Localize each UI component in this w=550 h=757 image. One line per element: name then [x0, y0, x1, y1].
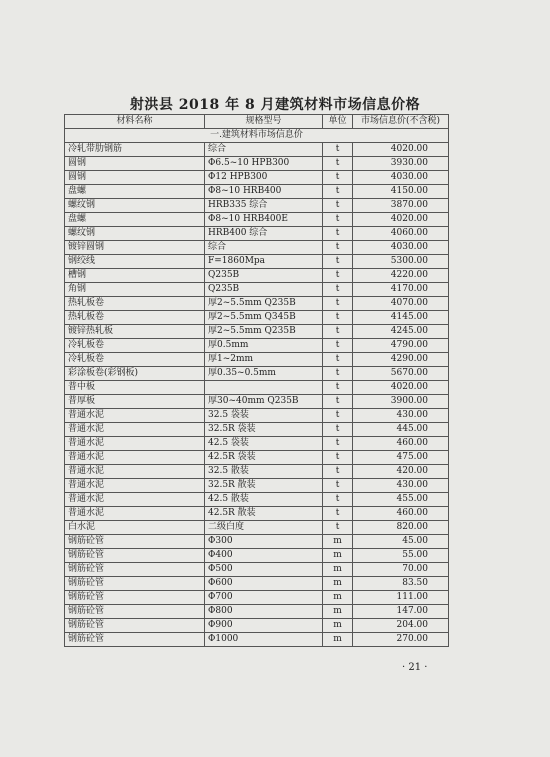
spec-cell: 42.5R 散装	[205, 507, 323, 521]
section-row	[65, 129, 449, 143]
price-cell: 4170.00	[353, 283, 449, 297]
material-name-cell: 普通水泥	[65, 465, 205, 479]
spec-cell: 厚0.35~0.5mm	[205, 367, 323, 381]
material-name-cell: 镀锌圆钢	[65, 241, 205, 255]
unit-cell: t	[323, 423, 353, 437]
spec-cell: 42.5 袋装	[205, 437, 323, 451]
unit-cell: t	[323, 493, 353, 507]
material-name-cell: 普通水泥	[65, 507, 205, 521]
unit-cell: t	[323, 269, 353, 283]
unit-cell: t	[323, 479, 353, 493]
price-cell: 4070.00	[353, 297, 449, 311]
price-cell: 4790.00	[353, 339, 449, 353]
table-row	[65, 633, 449, 647]
header-price: 市场信息价(不含税)	[353, 115, 449, 129]
table-row	[65, 423, 449, 437]
unit-cell: t	[323, 213, 353, 227]
unit-cell: t	[323, 297, 353, 311]
spec-cell: Φ800	[205, 605, 323, 619]
material-name-cell: 钢筋砼管	[65, 563, 205, 577]
material-name-cell: 彩涂板卷(彩钢板)	[65, 367, 205, 381]
unit-cell: t	[323, 395, 353, 409]
price-cell: 55.00	[353, 549, 449, 563]
material-name-cell: 钢筋砼管	[65, 549, 205, 563]
price-cell: 4030.00	[353, 171, 449, 185]
unit-cell: t	[323, 339, 353, 353]
table-row	[65, 535, 449, 549]
price-cell: 3930.00	[353, 157, 449, 171]
price-cell: 820.00	[353, 521, 449, 535]
price-cell: 4020.00	[353, 213, 449, 227]
table-header-row	[65, 115, 449, 129]
price-cell: 4020.00	[353, 143, 449, 157]
unit-cell: m	[323, 577, 353, 591]
table-row	[65, 563, 449, 577]
unit-cell: t	[323, 465, 353, 479]
spec-cell: Φ8~10 HRB400E	[205, 213, 323, 227]
material-name-cell: 钢筋砼管	[65, 619, 205, 633]
material-name-cell: 圆钢	[65, 171, 205, 185]
unit-cell: t	[323, 451, 353, 465]
material-name-cell: 钢筋砼管	[65, 605, 205, 619]
unit-cell: t	[323, 241, 353, 255]
price-cell: 445.00	[353, 423, 449, 437]
unit-cell: m	[323, 633, 353, 647]
price-cell: 4060.00	[353, 227, 449, 241]
header-unit: 单位	[323, 115, 353, 129]
price-cell: 270.00	[353, 633, 449, 647]
material-name-cell: 圆钢	[65, 157, 205, 171]
header-spec: 规格型号	[205, 115, 323, 129]
table-row	[65, 241, 449, 255]
material-name-cell: 热轧板卷	[65, 311, 205, 325]
unit-cell: t	[323, 353, 353, 367]
table-row	[65, 549, 449, 563]
spec-cell: 二级白度	[205, 521, 323, 535]
material-name-cell: 热轧板卷	[65, 297, 205, 311]
price-cell: 420.00	[353, 465, 449, 479]
unit-cell: t	[323, 437, 353, 451]
spec-cell: 32.5R 散装	[205, 479, 323, 493]
unit-cell: m	[323, 535, 353, 549]
unit-cell: t	[323, 521, 353, 535]
spec-cell: Q235B	[205, 283, 323, 297]
table-row	[65, 297, 449, 311]
table-row	[65, 269, 449, 283]
table-row	[65, 465, 449, 479]
spec-cell: Φ300	[205, 535, 323, 549]
price-cell: 147.00	[353, 605, 449, 619]
table-row	[65, 395, 449, 409]
price-cell: 475.00	[353, 451, 449, 465]
unit-cell: m	[323, 605, 353, 619]
material-name-cell: 钢筋砼管	[65, 633, 205, 647]
price-cell: 4245.00	[353, 325, 449, 339]
material-name-cell: 普通水泥	[65, 437, 205, 451]
table-row	[65, 143, 449, 157]
material-name-cell: 冷轧板卷	[65, 353, 205, 367]
table-row	[65, 479, 449, 493]
unit-cell: t	[323, 185, 353, 199]
price-cell: 4030.00	[353, 241, 449, 255]
price-cell: 430.00	[353, 479, 449, 493]
spec-cell: 厚30~40mm Q235B	[205, 395, 323, 409]
table-row	[65, 367, 449, 381]
spec-cell: F=1860Mpa	[205, 255, 323, 269]
unit-cell: t	[323, 255, 353, 269]
spec-cell: 综合	[205, 241, 323, 255]
unit-cell: t	[323, 171, 353, 185]
section-title: 一.建筑材料市场信息价	[65, 129, 449, 143]
price-cell: 4220.00	[353, 269, 449, 283]
material-name-cell: 普中板	[65, 381, 205, 395]
price-cell: 111.00	[353, 591, 449, 605]
table-row	[65, 507, 449, 521]
material-name-cell: 槽钢	[65, 269, 205, 283]
page-number: · 21 ·	[402, 662, 428, 673]
unit-cell: t	[323, 283, 353, 297]
table-row	[65, 339, 449, 353]
spec-cell: Φ8~10 HRB400	[205, 185, 323, 199]
material-name-cell: 普通水泥	[65, 493, 205, 507]
price-cell: 4290.00	[353, 353, 449, 367]
unit-cell: m	[323, 619, 353, 633]
unit-cell: t	[323, 409, 353, 423]
spec-cell: 42.5 散装	[205, 493, 323, 507]
table-row	[65, 381, 449, 395]
spec-cell: 厚1~2mm	[205, 353, 323, 367]
table-row	[65, 409, 449, 423]
material-name-cell: 钢筋砼管	[65, 577, 205, 591]
table-row	[65, 619, 449, 633]
material-name-cell: 钢筋砼管	[65, 535, 205, 549]
material-name-cell: 普通水泥	[65, 451, 205, 465]
price-cell: 460.00	[353, 507, 449, 521]
spec-cell: Φ400	[205, 549, 323, 563]
price-cell: 4020.00	[353, 381, 449, 395]
table-row	[65, 171, 449, 185]
price-cell: 5670.00	[353, 367, 449, 381]
table-row	[65, 185, 449, 199]
spec-cell: 厚2~5.5mm Q235B	[205, 297, 323, 311]
unit-cell: t	[323, 367, 353, 381]
material-name-cell: 螺纹钢	[65, 227, 205, 241]
table-row	[65, 353, 449, 367]
material-name-cell: 白水泥	[65, 521, 205, 535]
spec-cell: 32.5 散装	[205, 465, 323, 479]
spec-cell: 厚2~5.5mm Q345B	[205, 311, 323, 325]
spec-cell: 42.5R 袋装	[205, 451, 323, 465]
price-cell: 4145.00	[353, 311, 449, 325]
material-name-cell: 冷轧带肋钢筋	[65, 143, 205, 157]
price-cell: 3900.00	[353, 395, 449, 409]
material-name-cell: 盘螺	[65, 185, 205, 199]
material-name-cell: 普通水泥	[65, 409, 205, 423]
unit-cell: m	[323, 591, 353, 605]
spec-cell	[205, 381, 323, 395]
price-table	[64, 114, 449, 647]
table-row	[65, 255, 449, 269]
spec-cell: Φ900	[205, 619, 323, 633]
spec-cell: Q235B	[205, 269, 323, 283]
spec-cell: Φ600	[205, 577, 323, 591]
spec-cell: 厚0.5mm	[205, 339, 323, 353]
page-title: 射洪县 2018 年 8 月建筑材料市场信息价格	[129, 97, 421, 113]
unit-cell: t	[323, 227, 353, 241]
table-row	[65, 605, 449, 619]
material-name-cell: 普通水泥	[65, 423, 205, 437]
material-name-cell: 盘螺	[65, 213, 205, 227]
price-cell: 83.50	[353, 577, 449, 591]
price-cell: 4150.00	[353, 185, 449, 199]
unit-cell: t	[323, 157, 353, 171]
table-row	[65, 199, 449, 213]
unit-cell: m	[323, 549, 353, 563]
spec-cell: Φ6.5~10 HPB300	[205, 157, 323, 171]
table-row	[65, 325, 449, 339]
table-row	[65, 521, 449, 535]
unit-cell: t	[323, 199, 353, 213]
price-cell: 5300.00	[353, 255, 449, 269]
unit-cell: t	[323, 381, 353, 395]
price-cell: 70.00	[353, 563, 449, 577]
spec-cell: 厚2~5.5mm Q235B	[205, 325, 323, 339]
material-name-cell: 钢筋砼管	[65, 591, 205, 605]
table-row	[65, 283, 449, 297]
spec-cell: 32.5 袋装	[205, 409, 323, 423]
price-cell: 455.00	[353, 493, 449, 507]
unit-cell: m	[323, 563, 353, 577]
material-name-cell: 普通水泥	[65, 479, 205, 493]
material-name-cell: 钢绞线	[65, 255, 205, 269]
spec-cell: 32.5R 袋装	[205, 423, 323, 437]
table-row	[65, 493, 449, 507]
spec-cell: Φ700	[205, 591, 323, 605]
spec-cell: Φ12 HPB300	[205, 171, 323, 185]
price-cell: 3870.00	[353, 199, 449, 213]
material-name-cell: 角钢	[65, 283, 205, 297]
spec-cell: 综合	[205, 143, 323, 157]
spec-cell: Φ500	[205, 563, 323, 577]
material-name-cell: 镀锌热轧板	[65, 325, 205, 339]
header-material-name: 材料名称	[65, 115, 205, 129]
material-name-cell: 普厚板	[65, 395, 205, 409]
table-row	[65, 311, 449, 325]
table-row	[65, 227, 449, 241]
spec-cell: Φ1000	[205, 633, 323, 647]
price-cell: 460.00	[353, 437, 449, 451]
table-row	[65, 451, 449, 465]
table-body	[65, 129, 449, 647]
table-row	[65, 213, 449, 227]
table-row	[65, 591, 449, 605]
material-name-cell: 螺纹钢	[65, 199, 205, 213]
price-cell: 204.00	[353, 619, 449, 633]
table-row	[65, 157, 449, 171]
unit-cell: t	[323, 311, 353, 325]
price-cell: 45.00	[353, 535, 449, 549]
spec-cell: HRB400 综合	[205, 227, 323, 241]
unit-cell: t	[323, 143, 353, 157]
table-row	[65, 437, 449, 451]
price-cell: 430.00	[353, 409, 449, 423]
table-row	[65, 577, 449, 591]
unit-cell: t	[323, 507, 353, 521]
material-name-cell: 冷轧板卷	[65, 339, 205, 353]
spec-cell: HRB335 综合	[205, 199, 323, 213]
unit-cell: t	[323, 325, 353, 339]
